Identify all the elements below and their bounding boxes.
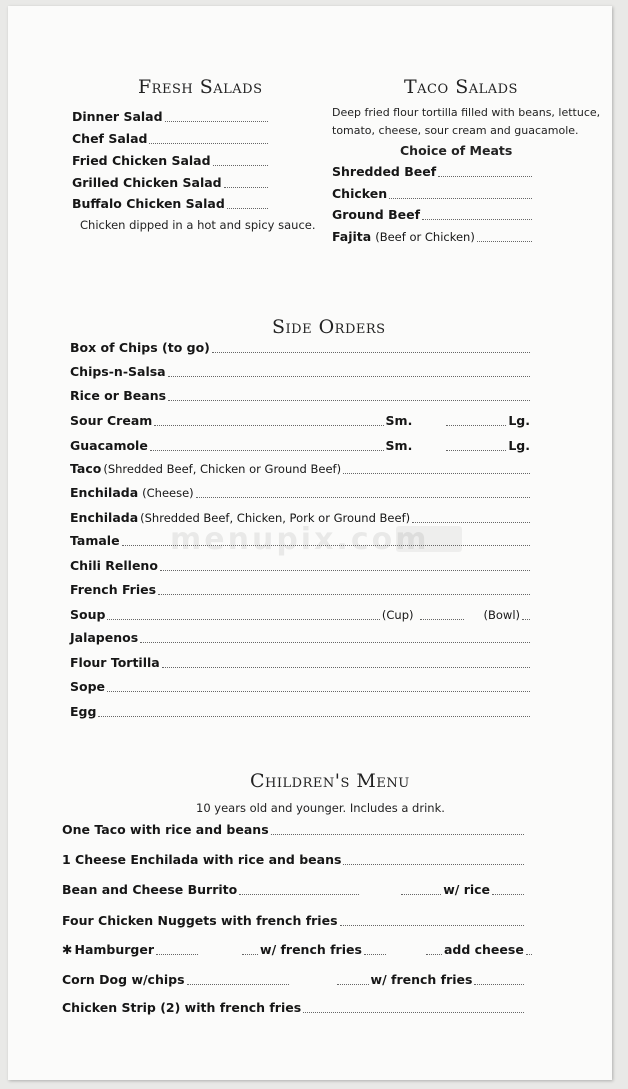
meat-item: Ground Beef: [332, 207, 534, 223]
side-item: French Fries: [70, 582, 532, 598]
salad-item: Buffalo Chicken Salad: [72, 196, 270, 212]
childrens-menu-title: Children's Menu: [250, 770, 410, 792]
salad-item: Fried Chicken Salad: [72, 153, 270, 169]
choice-of-meats-heading: Choice of Meats: [400, 143, 513, 158]
side-item: Chili Relleno: [70, 558, 532, 574]
side-item: Enchilada (Cheese): [70, 485, 532, 501]
meat-item: Fajita (Beef or Chicken): [332, 229, 534, 245]
side-item: Enchilada (Shredded Beef, Chicken, Pork or Ground Beef): [70, 510, 532, 526]
salad-item: Dinner Salad: [72, 109, 270, 125]
buffalo-note: Chicken dipped in a hot and spicy sauce.: [80, 218, 316, 232]
kids-item: One Taco with rice and beans: [62, 822, 526, 838]
side-item: Flour Tortilla: [70, 655, 532, 671]
side-item: Sour Cream Sm. Lg.: [70, 413, 530, 428]
kids-item: Four Chicken Nuggets with french fries: [62, 913, 526, 929]
salad-item: Chef Salad: [72, 131, 270, 147]
side-orders-title: Side Orders: [272, 316, 386, 338]
kids-item: 1 Cheese Enchilada with rice and beans: [62, 852, 526, 868]
meat-item: Shredded Beef: [332, 164, 534, 180]
kids-item: Chicken Strip (2) with french fries: [62, 1000, 526, 1016]
fresh-salads-title: Fresh Salads: [138, 76, 263, 98]
salad-item: Grilled Chicken Salad: [72, 175, 270, 191]
meat-item: Chicken: [332, 186, 534, 202]
side-item: Chips-n-Salsa: [70, 364, 532, 380]
side-item: Egg: [70, 704, 532, 720]
kids-item: ✱ Hamburger w/ french fries add cheese: [62, 942, 526, 958]
star-icon: ✱: [62, 942, 73, 957]
side-item: Sope: [70, 679, 532, 695]
kids-item: Bean and Cheese Burrito w/ rice: [62, 882, 526, 898]
taco-salad-description: Deep fried flour tortilla filled with beans, lettuce,: [332, 106, 601, 119]
side-item: Taco (Shredded Beef, Chicken or Ground Beef): [70, 461, 532, 477]
side-item: Guacamole Sm. Lg.: [70, 438, 530, 453]
side-item: Soup (Cup) (Bowl): [70, 607, 532, 623]
kids-item: Corn Dog w/chips w/ french fries: [62, 972, 526, 988]
taco-salads-title: Taco Salads: [404, 76, 518, 98]
side-item: Rice or Beans: [70, 388, 532, 404]
side-item: Tamale: [70, 533, 532, 549]
side-item: Jalapenos: [70, 630, 532, 646]
childrens-menu-subtitle: 10 years old and younger. Includes a drink.: [196, 801, 445, 815]
watermark: menupix.com: [170, 522, 430, 557]
side-item: Box of Chips (to go): [70, 340, 532, 356]
taco-salad-description: tomato, cheese, sour cream and guacamole.: [332, 124, 579, 137]
